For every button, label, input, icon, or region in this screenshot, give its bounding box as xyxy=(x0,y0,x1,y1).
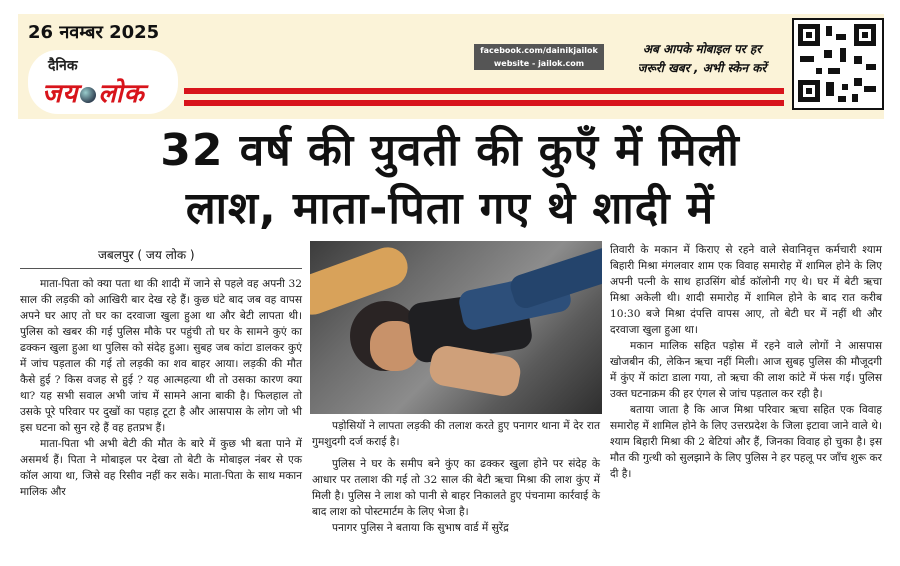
paragraph: माता-पिता को क्या पता था की शादी में जाने से पहले वह अपनी 32 साल की लड़की को आखिरी बार देख रहे हैं। कुछ घंटे बाद जब वह वापस अपने घर आए तो घर का दरवाजा खुला हुआ था और बेटी लापता थी। पुलिस को खबर की गई पुलिस मौके पर पहुंची तो घर के सामने कुएं का ढक्कन खुला हुआ था पुलिस को संदेह हुआ। सुबह जब कांटा डालकर कुएं में जांच पड़ताल की गई तो लड़की का शव बाहर आया। लड़की की मौत कैसे हुई ? किस वजह से हुई ? यह आत्महत्या थी तो उसका कारण क्या था? यह सभी सवाल अभी जांच में सामने आना बाकी है। फिलहाल तो उसके पूरे परिवार पर दुखों का पहाड़ टूटा है और आसपास के लोग जो भी इस घटना को सुन रहे हैं वह हतप्रभ हैं। xyxy=(20,278,302,434)
headline xyxy=(0,122,900,238)
byline: जबलपुर ( जय लोक ) xyxy=(98,248,195,262)
masthead-red-rule xyxy=(184,88,784,94)
facebook-link[interactable]: facebook.com/dainikjailok xyxy=(480,46,598,55)
website-link[interactable]: website - jailok.com xyxy=(493,59,585,68)
paragraph: तिवारी के मकान में किराए से रहने वाले सेवानिवृत्त कर्मचारी श्याम बिहारी मिश्रा मंगलवार शाम एक विवाह समारोह में शामिल होने के लिए अपनी पत्नी के साथ हाउसिंग बोर्ड कॉलोनी गए थे। घर में बेटी ऋचा मिश्रा अकेली थी। शादी समारोह में शामिल होने के बाद रात करीब 10:30 बजे मिश्रा दंपत्ति वापस आए, तो बेटी घर में नहीं थी और दरवाजा खुला हुआ था। xyxy=(610,244,882,336)
logo-left-text: जय xyxy=(42,79,79,109)
paragraph: मकान मालिक सहित पड़ोस में रहने वाले लोगों ने आसपास खोजबीन की, लेकिन ऋचा नहीं मिली। आज सुबह पुलिस की मौजूदगी में कुंए में कांटा डाला गया, तो ऋचा की लाश कांटे में फंस गई। पुलिस उक्त घटनाक्रम की हर एंगल से जांच पड़ताल कर रही है। xyxy=(610,340,882,400)
masthead xyxy=(18,14,884,119)
logo-dainik-text: दैनिक xyxy=(48,58,78,74)
paragraph: पनागर पुलिस ने बताया कि सुभाष वार्ड में सुरेंद्र xyxy=(332,522,509,534)
social-links-box[interactable] xyxy=(474,44,604,70)
paragraph: पुलिस ने घर के समीप बने कुंए का ढक्कर खुला होने पर संदेह के आधार पर तलाश की गई तो 32 साल की बेटी ऋचा मिश्रा की लाश कुंए में मिली है। पुलिस ने लाश को पानी से बाहर निकालते हुए पंचनामा कार्रवाई के बाद लाश को पोस्टमार्टम के लिए भेजा है। xyxy=(312,458,600,518)
issue-date: 26 नवम्बर 2025 xyxy=(28,22,160,43)
newspaper-logo[interactable] xyxy=(28,50,178,114)
article-column-3 xyxy=(610,242,882,482)
article-photo xyxy=(310,241,602,414)
article-column-1 xyxy=(20,276,302,500)
logo-wordmark xyxy=(42,74,145,110)
paragraph: पड़ोसियों ने लापता लड़की की तलाश करते हुए पनागर थाना में देर रात गुमशुदगी दर्ज कराई है। xyxy=(312,420,600,448)
globe-icon xyxy=(80,87,96,103)
paragraph: माता-पिता भी अभी बेटी की मौत के बारे में कुछ भी बता पाने में असमर्थ हैं। पिता ने मोबाइल पर देखा तो बेटी के मोबाइल नंबर से एक कॉल आया था, जिसे वह रिसीव नहीं कर सके। माता-पिता के साथ मकान मालिक और xyxy=(20,438,302,498)
headline-line-2: लाश, माता-पिता गए थे शादी में xyxy=(185,183,715,234)
qr-promo-text xyxy=(614,40,790,78)
qr-code-icon[interactable] xyxy=(792,18,884,110)
promo-line-1: अब आपके मोबाइल पर हर xyxy=(642,42,762,56)
logo-right-text: लोक xyxy=(98,79,145,109)
masthead-red-rule xyxy=(184,100,784,106)
paragraph: बताया जाता है कि आज मिश्रा परिवार ऋचा सहित एक विवाह समारोह में शामिल होने के लिए उत्तरप्रदेश के जिला इटावा जाने वाले थे। श्याम बिहारी मिश्रा की 2 बेटियां और हैं, जिनका विवाह हो चुका है। इस मौत की गुत्थी को सुलझाने के लिए पुलिस ने हर पहलू पर जाँच शुरू कर दी है। xyxy=(610,404,882,480)
headline-line-1: 32 वर्ष की युवती की कुएँ में मिली xyxy=(160,125,740,176)
byline-divider xyxy=(20,268,302,269)
article-column-2 xyxy=(312,418,600,536)
promo-line-2: जरूरी खबर , अभी स्केन करें xyxy=(637,61,767,75)
